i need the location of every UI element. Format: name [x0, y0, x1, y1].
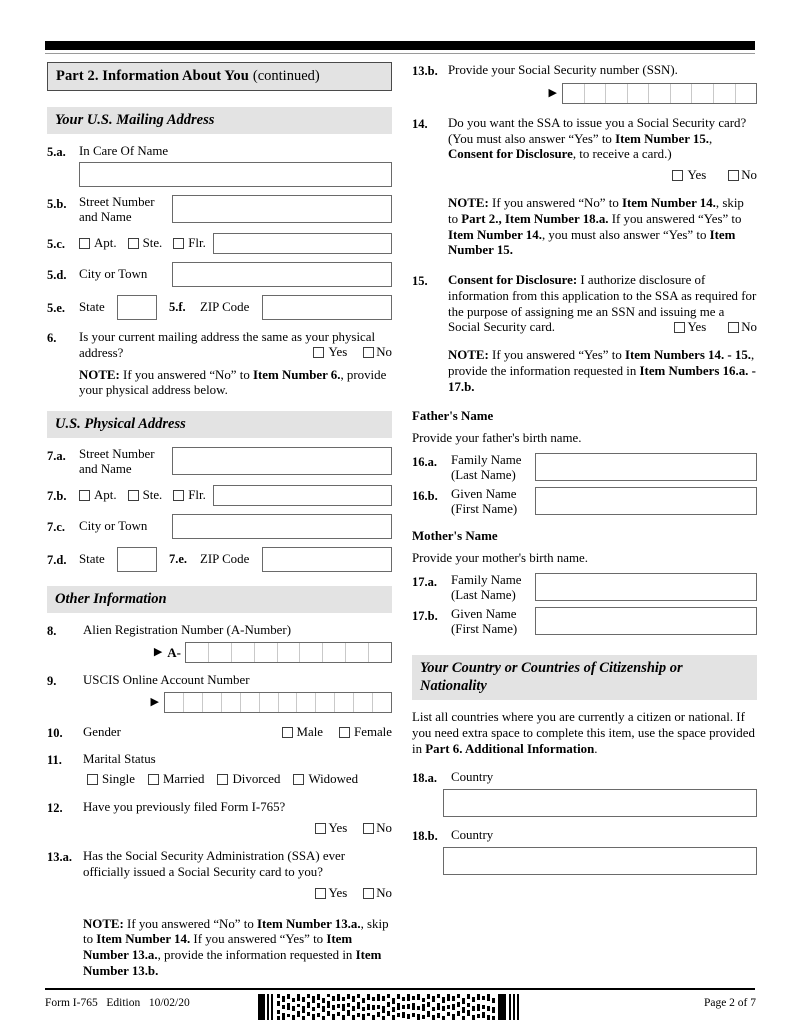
item-7a-label: [79, 447, 172, 477]
item-5a-row: [47, 143, 392, 160]
item-14-q3: , to receive a card.): [572, 147, 672, 162]
item-6-yes-label: Yes: [328, 344, 348, 359]
item-16b-number: 16.b.: [412, 489, 438, 504]
item-17b-label: [451, 607, 535, 637]
item-18b-number: 18.b.: [412, 829, 438, 844]
note-13-b2: Item Number 14.: [96, 932, 191, 947]
item-15-text: [448, 272, 757, 336]
item-6-question-text: Is your current mailing address the same as your physical address?: [79, 330, 376, 360]
item-10-male-label: Male: [296, 725, 324, 740]
checkbox-icon[interactable]: [173, 238, 184, 249]
checkbox-icon[interactable]: [339, 727, 350, 738]
item-12-no-label: No: [376, 821, 392, 836]
item-5f-number: 5.f.: [169, 300, 186, 315]
note-13-t2: , skip to: [83, 916, 389, 947]
item-18a-country-input[interactable]: [443, 789, 757, 817]
item-5e-state-input[interactable]: [117, 295, 157, 320]
item-5a-number: 5.a.: [47, 145, 66, 160]
item-7a-number: 7.a.: [47, 449, 66, 464]
item-8-number: 8.: [47, 624, 57, 639]
item-5d-label: City or Town: [79, 267, 148, 282]
note-14-t3: If you answered “Yes” to: [608, 211, 742, 226]
item-7d-state-input[interactable]: [117, 547, 157, 572]
part-2-title: Part 2. Information About You: [56, 68, 249, 84]
item-15-body: I authorize disclosure of information from this application to the SSA as required for the purpose of assigning me an SSN and issuing me a Social Security card.: [448, 273, 757, 335]
note-13-b4: Item Number 13.b.: [83, 948, 382, 978]
citizenship-instruction: [412, 710, 757, 757]
item-18b-row: [412, 827, 757, 844]
mothers-name-instruction: Provide your mother's birth name.: [412, 551, 588, 566]
item-13b-number: 13.b.: [412, 64, 438, 78]
item-5c-flr-label: Flr.: [188, 236, 206, 251]
item-9-row: [47, 672, 392, 689]
item-17a-number: 17.a.: [412, 575, 437, 590]
comb-cell[interactable]: [346, 643, 369, 662]
item-11-widowed-label: Widowed: [308, 772, 359, 787]
comb-cell[interactable]: [714, 84, 736, 103]
note-14-t2: , skip to: [448, 196, 744, 226]
item-18a-label: Country: [451, 770, 494, 785]
note-14-b2: Part 2., Item Number 18.a.: [461, 211, 609, 226]
comb-cell[interactable]: [671, 84, 693, 103]
item-16b-given-name-input[interactable]: [535, 487, 757, 515]
item-16b-row: [412, 487, 757, 517]
item-17a-family-name-input[interactable]: [535, 573, 757, 601]
item-15-yes-option[interactable]: [674, 320, 706, 335]
item-13a-question: Has the Social Security Administration (SSA) ever officially issued a Social Security card to you?: [83, 849, 346, 879]
note-13-t4: , provide the information requested in: [157, 948, 356, 963]
comb-cell[interactable]: [316, 693, 335, 712]
item-11-row: [47, 751, 392, 768]
item-13a-number: 13.a.: [47, 850, 72, 865]
item-11-label: Marital Status: [83, 752, 156, 767]
item-15-note: [448, 348, 757, 395]
item-11-single-label: Single: [102, 772, 135, 787]
fathers-name-heading: Father's Name: [412, 409, 494, 424]
left-column: [47, 62, 392, 980]
item-7b-ste-label: Ste.: [142, 488, 163, 503]
item-18a-number: 18.a.: [412, 771, 437, 786]
item-9-uscis-account-number-input[interactable]: [164, 692, 392, 713]
item-11-single-option[interactable]: [87, 772, 135, 787]
item-12-number: 12.: [47, 801, 63, 816]
item-14-b2: Consent for Disclosure: [448, 147, 573, 162]
item-16a-number: 16.a.: [412, 455, 437, 470]
comb-cell[interactable]: [203, 693, 222, 712]
item-5b-row: [47, 195, 392, 225]
item-5c-number: 5.c.: [47, 237, 66, 252]
item-15-bold-lead: Consent for Disclosure:: [448, 273, 578, 288]
checkbox-icon[interactable]: [217, 774, 228, 785]
note-15-t2: , provide the information requested in: [448, 348, 755, 378]
item-7b-number: 7.b.: [47, 489, 67, 504]
item-17a-label: [451, 573, 535, 603]
item-13a-row: [47, 848, 392, 880]
note-14-b1: Item Number 14.: [621, 196, 716, 211]
item-10-label: Gender: [83, 725, 121, 740]
checkbox-icon[interactable]: [282, 727, 293, 738]
footer-page-number: Page 2 of 7: [703, 997, 756, 1009]
item-7d-7e-row: [47, 547, 392, 572]
note-13-b3: Item Number 13.a.: [83, 932, 353, 963]
item-12-yes-option[interactable]: [315, 821, 347, 836]
item-13b-arrow-icon: ▶: [548, 87, 557, 99]
part-2-header: [47, 62, 392, 91]
item-7a-row: [47, 447, 392, 477]
comb-cell[interactable]: [736, 84, 757, 103]
item-11-married-label: Married: [162, 772, 205, 787]
comb-cell[interactable]: [606, 84, 628, 103]
item-5b-number: 5.b.: [47, 197, 67, 212]
item-9-arrow-icon: ▶: [150, 696, 159, 709]
comb-cell[interactable]: [373, 693, 391, 712]
item-7d-number: 7.d.: [47, 553, 67, 568]
item-17b-label-line1: Given Name: [451, 607, 517, 622]
item-6-row: [47, 329, 392, 359]
comb-cell[interactable]: [279, 693, 298, 712]
item-5c-apt-label: Apt.: [94, 236, 117, 251]
item-7e-label: ZIP Code: [200, 552, 250, 567]
footer-rule: [45, 988, 755, 990]
item-5c-row: [47, 233, 392, 254]
item-5e-label: State: [79, 300, 105, 315]
checkbox-icon[interactable]: [363, 823, 374, 834]
note-14-b3: Item Number 14.: [448, 227, 542, 242]
comb-cell[interactable]: [300, 643, 323, 662]
item-5f-zip-input[interactable]: [262, 295, 392, 320]
item-13b-label: Provide your Social Security number (SSN).: [448, 63, 678, 77]
item-14-no-label: No: [741, 168, 757, 183]
item-17b-number: 17.b.: [412, 609, 438, 624]
note-14-b4: Item Number 15.: [448, 227, 736, 258]
item-12-row: [47, 799, 392, 816]
checkbox-icon[interactable]: [315, 823, 326, 834]
item-11-divorced-label: Divorced: [232, 772, 281, 787]
note-13-t3: If you answered “Yes” to: [190, 932, 327, 947]
comb-cell[interactable]: [628, 84, 650, 103]
item-5d-row: [47, 262, 392, 287]
part-2-continued: (continued): [252, 68, 320, 84]
checkbox-icon[interactable]: [128, 238, 139, 249]
item-8-label: Alien Registration Number (A-Number): [83, 623, 291, 638]
checkbox-icon[interactable]: [315, 888, 326, 899]
note-15-b1: Item Numbers 14. - 15.: [625, 348, 752, 363]
comb-cell[interactable]: [222, 693, 241, 712]
footer-edition-label: Edition: [106, 997, 141, 1009]
item-16a-row: [412, 453, 757, 483]
item-14-b1: Item Number 15.: [615, 131, 710, 146]
note-13-t1: If you answered “No” to: [123, 916, 257, 931]
item-10-number: 10.: [47, 726, 63, 741]
fathers-name-instruction: Provide your father's birth name.: [412, 431, 582, 446]
item-7b-apt-option[interactable]: [79, 488, 117, 503]
item-13a-yes-option[interactable]: [315, 886, 347, 901]
item-7c-city-input[interactable]: [172, 514, 392, 539]
item-18a-row: [412, 769, 757, 786]
item-10-female-label: Female: [354, 725, 392, 740]
item-10-row: [47, 724, 392, 741]
item-5e-5f-row: [47, 295, 392, 320]
comb-cell[interactable]: [186, 643, 209, 662]
comb-cell[interactable]: [585, 84, 607, 103]
checkbox-icon[interactable]: [173, 490, 184, 501]
item-8-a-number-input[interactable]: [185, 642, 392, 663]
item-16a-label-line2: (Last Name): [451, 468, 516, 483]
item-5d-number: 5.d.: [47, 268, 67, 283]
item-13b-row: [412, 62, 757, 79]
item-16b-label-line2: (First Name): [451, 502, 518, 517]
item-5f-label: ZIP Code: [200, 300, 250, 315]
item-11-widowed-option[interactable]: [293, 772, 358, 787]
item-13a-no-label: No: [376, 885, 392, 900]
item-5a-in-care-of-name-input[interactable]: [79, 162, 392, 187]
section-mailing-address-band: Your U.S. Mailing Address: [47, 107, 392, 134]
item-5c-unit-number-input[interactable]: [213, 233, 392, 254]
section-physical-address-band: U.S. Physical Address: [47, 411, 392, 438]
item-15-yes-label: Yes: [687, 320, 707, 335]
item-7a-label-line2: and Name: [79, 462, 132, 477]
item-8-row: [47, 622, 392, 639]
checkbox-icon[interactable]: [672, 170, 683, 181]
note-14-t4: , you must also answer “Yes” to: [541, 227, 710, 242]
item-6-number: 6.: [47, 331, 57, 346]
comb-cell[interactable]: [297, 693, 316, 712]
item-7b-apt-label: Apt.: [94, 488, 117, 503]
comb-cell[interactable]: [209, 643, 232, 662]
item-14-no-option[interactable]: [728, 168, 757, 183]
item-6-note-b2: Item Number 6.: [252, 367, 341, 382]
item-5c-ste-option[interactable]: [128, 236, 163, 251]
item-7a-label-line1: Street Number: [79, 447, 155, 462]
item-17a-label-line1: Family Name: [451, 573, 522, 588]
mothers-name-heading: Mother's Name: [412, 529, 498, 544]
item-11-number: 11.: [47, 753, 62, 768]
item-7b-row: [47, 485, 392, 506]
checkbox-icon[interactable]: [728, 322, 739, 333]
item-17b-label-line2: (First Name): [451, 622, 518, 637]
item-16a-label-line1: Family Name: [451, 453, 522, 468]
item-7b-ste-option[interactable]: [128, 488, 163, 503]
item-14-row: [412, 115, 757, 163]
checkbox-icon[interactable]: [293, 774, 304, 785]
item-13b-ssn-input[interactable]: [562, 83, 757, 104]
item-9-label: USCIS Online Account Number: [83, 673, 250, 688]
item-14-number: 14.: [412, 117, 428, 131]
item-12-yes-label: Yes: [328, 821, 348, 836]
item-7d-label: State: [79, 552, 105, 567]
item-9-number: 9.: [47, 674, 57, 689]
top-rule-thin: [45, 53, 755, 54]
item-5a-label: In Care Of Name: [79, 144, 169, 159]
item-14-note: [448, 196, 757, 259]
note-13-b1: Item Number 13.a.: [256, 916, 361, 931]
item-8-a-prefix: A-: [167, 644, 181, 660]
item-12-no-option[interactable]: [363, 821, 392, 836]
note-13-bold: NOTE:: [83, 916, 124, 931]
item-7c-number: 7.c.: [47, 520, 66, 535]
item-18b-country-input[interactable]: [443, 847, 757, 875]
comb-cell[interactable]: [184, 693, 203, 712]
barcode-2d: [258, 994, 548, 1020]
item-14-q1: Do you want the SSA to issue you a Social Security card? (You must also answer “Yes” to: [448, 116, 747, 146]
note-14-bold: NOTE:: [448, 196, 489, 211]
item-6-question: [79, 329, 392, 361]
comb-cell[interactable]: [260, 693, 279, 712]
checkbox-icon[interactable]: [128, 490, 139, 501]
item-5c-flr-option[interactable]: [173, 236, 206, 251]
item-13a-yes-label: Yes: [328, 885, 348, 900]
item-7b-unit-number-input[interactable]: [213, 485, 392, 506]
item-17a-row: [412, 573, 757, 603]
item-5b-label-line1: Street Number: [79, 195, 155, 210]
checkbox-icon[interactable]: [363, 888, 374, 899]
checkbox-icon[interactable]: [728, 170, 739, 181]
comb-cell[interactable]: [335, 693, 354, 712]
item-5e-number: 5.e.: [47, 301, 66, 316]
item-16a-label: [451, 453, 535, 483]
checkbox-icon[interactable]: [79, 238, 90, 249]
comb-cell[interactable]: [255, 643, 278, 662]
footer-form-number: Form I-765: [45, 997, 98, 1009]
note-15-t1: If you answered “Yes” to: [488, 348, 625, 363]
item-13-note: [83, 917, 392, 980]
item-6-note-bold: NOTE:: [79, 367, 120, 382]
item-7b-flr-label: Flr.: [188, 488, 206, 503]
item-6-note-t2: , provide your physical address below.: [79, 367, 387, 398]
comb-cell[interactable]: [241, 693, 260, 712]
item-5b-label: [79, 195, 172, 225]
footer-edition-date: 10/02/20: [148, 997, 190, 1009]
item-6-no-label: No: [376, 344, 392, 359]
item-11-married-option[interactable]: [148, 772, 205, 787]
citizenship-instruction-1: List all countries where you are currently a citizen or national. If you need extra space to complete this item, use the space provided in: [412, 710, 755, 756]
comb-cell[interactable]: [165, 693, 184, 712]
item-10-female-option[interactable]: [339, 725, 392, 740]
top-rule-thick: [45, 41, 755, 50]
comb-cell[interactable]: [354, 693, 373, 712]
note-15-b2: Item Numbers 16.a. - 17.b.: [448, 363, 756, 394]
comb-cell[interactable]: [323, 643, 346, 662]
item-5b-street-input[interactable]: [172, 195, 392, 223]
item-11-divorced-option[interactable]: [217, 772, 280, 787]
comb-cell[interactable]: [649, 84, 671, 103]
comb-cell[interactable]: [563, 84, 585, 103]
item-5c-apt-option[interactable]: [79, 236, 117, 251]
note-15-bold: NOTE:: [448, 348, 489, 363]
item-7b-flr-option[interactable]: [173, 488, 206, 503]
item-18b-label: Country: [451, 828, 494, 843]
item-14-yes-option[interactable]: [672, 168, 706, 183]
item-15-no-label: No: [741, 320, 757, 335]
footer-form-info: [45, 997, 190, 1009]
section-citizenship-band: Your Country or Countries of Citizenship or Nationality: [412, 655, 757, 700]
item-8-arrow-icon: ▶: [153, 646, 163, 659]
checkbox-icon[interactable]: [674, 322, 685, 333]
item-7e-zip-input[interactable]: [262, 547, 392, 572]
item-5b-label-line2: and Name: [79, 210, 132, 225]
item-7e-number: 7.e.: [169, 552, 188, 567]
item-16b-label: [451, 487, 535, 517]
note-14-t1: If you answered “No” to: [488, 196, 622, 211]
item-16b-label-line1: Given Name: [451, 487, 517, 502]
item-15-number: 15.: [412, 274, 428, 289]
checkbox-icon[interactable]: [79, 490, 90, 501]
item-17a-label-line2: (Last Name): [451, 588, 516, 603]
comb-cell[interactable]: [692, 84, 714, 103]
item-14-yes-label: Yes: [687, 168, 707, 183]
item-16a-family-name-input[interactable]: [535, 453, 757, 481]
citizenship-instruction-bold: Part 6. Additional Information: [425, 741, 595, 756]
item-13a-no-option[interactable]: [363, 886, 392, 901]
comb-cell[interactable]: [369, 643, 391, 662]
item-7c-label: City or Town: [79, 519, 148, 534]
checkbox-icon[interactable]: [87, 774, 98, 785]
section-other-information-band: Other Information: [47, 586, 392, 613]
item-14-question: [448, 115, 757, 163]
item-5d-city-input[interactable]: [172, 262, 392, 287]
item-7a-street-input[interactable]: [172, 447, 392, 475]
right-column: [412, 62, 757, 875]
citizenship-instruction-2: .: [594, 741, 598, 756]
comb-cell[interactable]: [278, 643, 301, 662]
comb-cell[interactable]: [232, 643, 255, 662]
item-12-question: Have you previously filed Form I-765?: [83, 800, 286, 815]
item-15-no-option[interactable]: [728, 320, 757, 335]
item-6-note-t1: If you answered “No” to: [119, 367, 253, 382]
item-6-note: [79, 368, 392, 399]
item-14-q2: ,: [709, 131, 713, 146]
item-17b-row: [412, 607, 757, 637]
checkbox-icon[interactable]: [148, 774, 159, 785]
item-10-male-option[interactable]: [282, 725, 324, 740]
item-7c-row: [47, 514, 392, 539]
item-5c-ste-label: Ste.: [142, 236, 163, 251]
item-17b-given-name-input[interactable]: [535, 607, 757, 635]
